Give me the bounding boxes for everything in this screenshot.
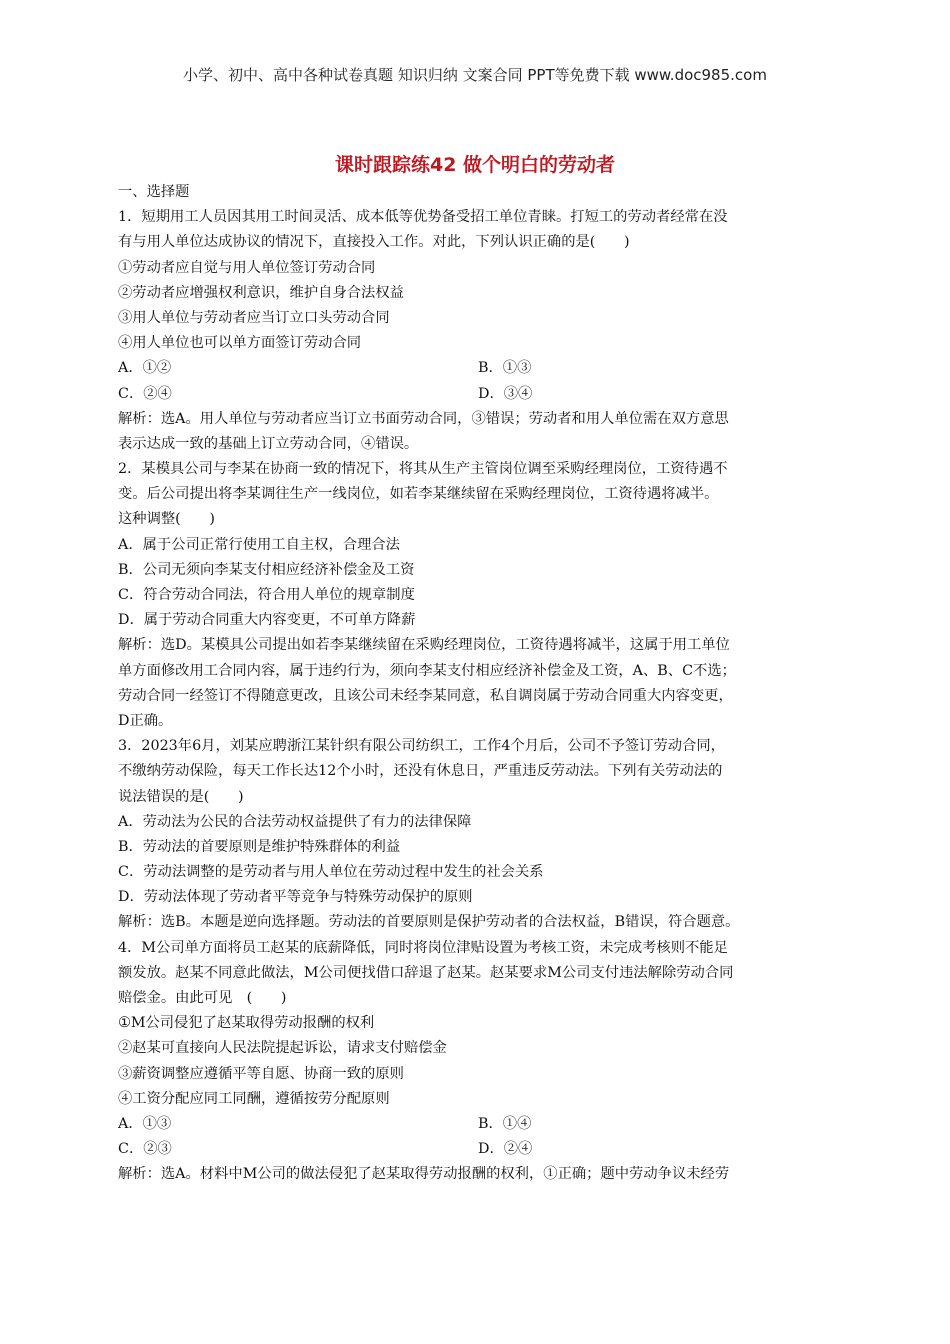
statement-item: ④工资分配应同工同酬，遵循按劳分配原则 [118,1090,390,1107]
header-banner: 小学、初中、高中各种试卷真题 知识归纳 文案合同 PPT等免费下载 www.doc985.com [183,66,767,84]
statement-item: ④用人单位也可以单方面签订劳动合同 [118,335,362,352]
statement-item: ①劳动者应自觉与用人单位签订劳动合同 [118,259,376,276]
options-row [118,356,838,381]
question-2 [118,457,838,734]
option-c: C．劳动法调整的是劳动者与用人单位在劳动过程中发生的社会关系 [118,864,544,881]
question-stem-line: 额发放。赵某不同意此做法，M公司便找借口辞退了赵某。赵某要求M公司支付违法解除劳动合同 [118,964,734,981]
question-1 [118,205,838,457]
options-row [118,1112,838,1137]
document-body [118,180,838,1188]
question-stem-line: 这种调整( ) [118,511,215,528]
option-b: B．①④ [478,1115,532,1132]
question-stem-line: 有与用人单位达成协议的情况下，直接投入工作。对此，下列认识正确的是( ) [118,234,630,251]
statement-item: ②赵某可直接向人民法院提起诉讼，请求支付赔偿金 [118,1040,447,1057]
statement-item: ③用人单位与劳动者应当订立口头劳动合同 [118,309,390,326]
question-stem-line: 变。后公司提出将李某调往生产一线岗位，如若李某继续留在采购经理岗位，工资待遇将减半。 [118,486,719,503]
options-row [118,382,838,407]
option-a: A．①② [118,360,172,377]
question-stem-line: 赔偿金。由此可见 ( ) [118,990,287,1006]
analysis-line: 解析：选D。某模具公司提出如若李某继续留在采购经理岗位，工资待遇将减半，这属于用工单位 [118,637,730,654]
option-b: B．公司无须向李某支付相应经济补偿金及工资 [118,561,415,578]
option-a: A．属于公司正常行使用工自主权，合理合法 [118,536,400,553]
analysis-line: 解析：选A。用人单位与劳动者应当订立书面劳动合同，③错误；劳动者和用人单位需在双方意思 [118,410,729,427]
option-d: D．②④ [478,1141,533,1158]
option-c: C．符合劳动合同法，符合用人单位的规章制度 [118,587,415,603]
option-b: B．①③ [478,360,532,377]
question-stem-line: 1．短期用工人员因其用工时间灵活、成本低等优势备受招工单位青睐。打短工的劳动者经常在没 [118,209,728,226]
option-d: D．属于劳动合同重大内容变更，不可单方降薪 [118,612,416,629]
question-3 [118,734,838,936]
question-stem-line: 2．某模具公司与李某在协商一致的情况下，将其从生产主管岗位调至采购经理岗位，工资待遇不 [118,461,728,478]
statement-item: ②劳动者应增强权利意识，维护自身合法权益 [118,284,404,301]
question-4 [118,936,838,1188]
analysis-line: 解析：选B。本题是逆向选择题。劳动法的首要原则是保护劳动者的合法权益，B错误，符合题意。 [118,914,740,931]
option-c: C．②③ [118,1141,172,1158]
question-stem-line: 不缴纳劳动保险，每天工作长达12个小时，还没有休息日，严重违反劳动法。下列有关劳动法的 [118,763,723,780]
option-b: B．劳动法的首要原则是维护特殊群体的利益 [118,838,401,855]
question-stem-line: 说法错误的是( ) [118,788,244,805]
option-d: D．劳动法体现了劳动者平等竞争与特殊劳动保护的原则 [118,889,473,906]
option-d: D．③④ [478,385,533,402]
section-heading: 一、选择题 [118,184,190,200]
option-c: C．②④ [118,385,172,402]
question-stem-line: 4．M公司单方面将员工赵某的底薪降低，同时将岗位津贴设置为考核工资，未完成考核则不能足 [118,939,728,956]
option-a: A．①③ [118,1115,172,1132]
analysis-line: 单方面修改用工合同内容，属于违约行为，须向李某支付相应经济补偿金及工资，A、B、C不选； [118,662,736,679]
analysis-line: 劳动合同一经签订不得随意更改，且该公司未经李某同意，私自调岗属于劳动合同重大内容变更， [118,687,733,704]
question-stem-line: 3．2023年6月，刘某应聘浙江某针织有限公司纺织工，工作4个月后，公司不予签订劳动合同， [118,738,725,755]
analysis-line: 解析：选A。材料中M公司的做法侵犯了赵某取得劳动报酬的权利，①正确；题中劳动争议未经劳 [118,1166,730,1183]
analysis-line: 表示达成一致的基础上订立劳动合同，④错误。 [118,435,419,452]
statement-item: ①M公司侵犯了赵某取得劳动报酬的权利 [118,1015,375,1032]
analysis-line: D正确。 [118,712,173,729]
page-title: 课时跟踪练42 做个明白的劳动者 [334,154,616,176]
option-a: A．劳动法为公民的合法劳动权益提供了有力的法律保障 [118,813,472,830]
statement-item: ③薪资调整应遵循平等自愿、协商一致的原则 [118,1065,404,1082]
options-row [118,1137,838,1162]
